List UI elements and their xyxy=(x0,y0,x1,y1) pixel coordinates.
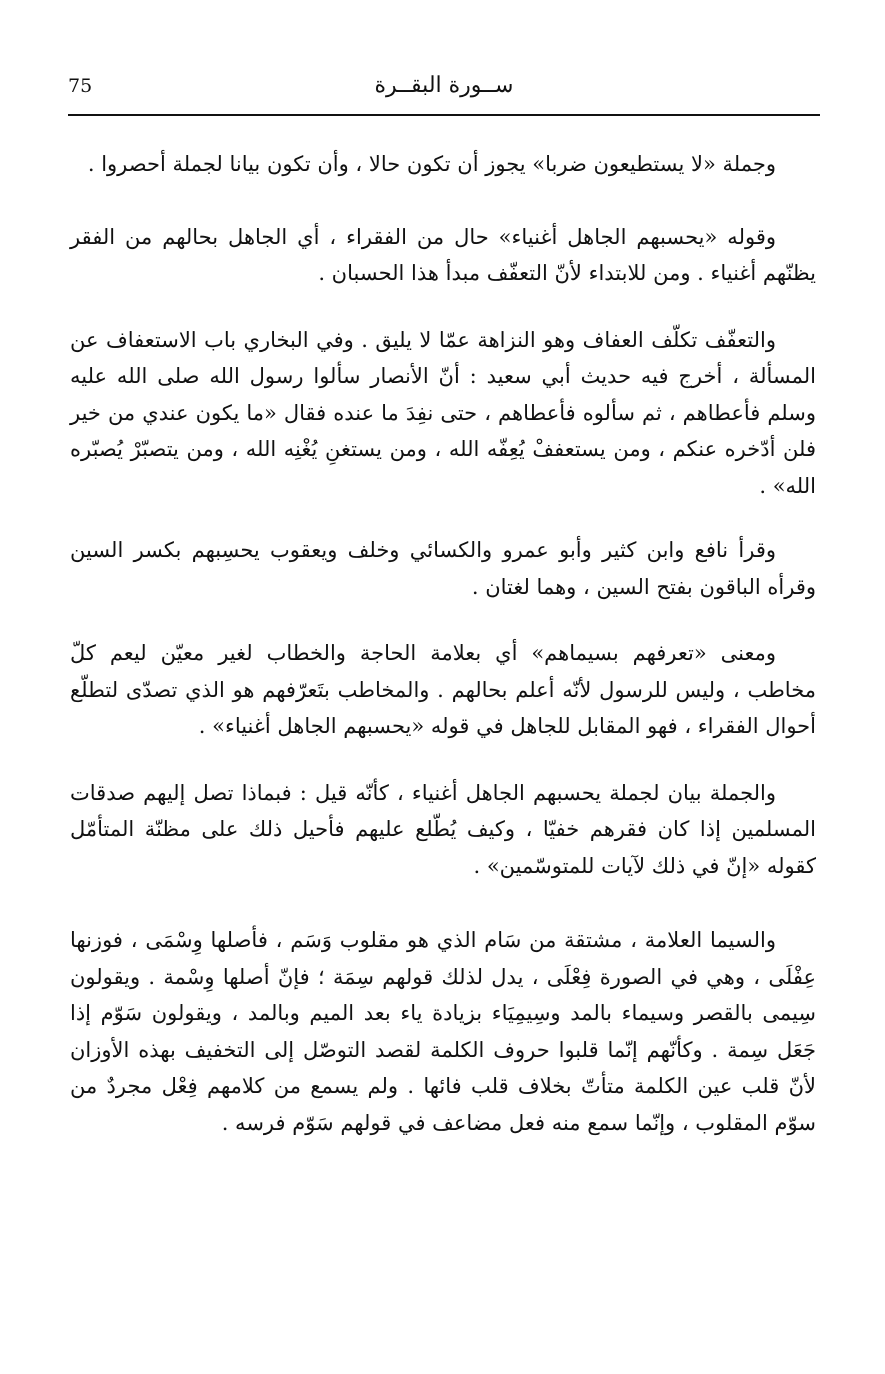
paragraph: ومعنى «تعرفهم بسيماهم» أي بعلامة الحاجة والخطاب لغير معيّن ليعم كلّ مخاطب ، وليس للرسول لأنّه أعلم بحالهم . والمخاطب بتَعرّفهم هو الذي تصدّى لتطلّع أحوال الفقراء ، فهو المقابل للجاهل في قوله «يحسبهم الجاهل أغنياء» . xyxy=(70,641,816,738)
paragraph: والسيما العلامة ، مشتقة من سَام الذي هو مقلوب وَسَم ، فأصلها وِسْمَى ، فوزنها عِفْلَى ، وهي في الصورة فِعْلَى ، يدل لذلك قولهم سِمَة ؛ فإنّ أصلها وِسْمة . ويقولون سِيمى بالقصر وسيماء بالمد وسِيمِيَاء بزيادة ياء بعد الميم وبالمد ، ويقولون سَوّم إذا جَعَل سِمة . وكأنّهم إنّما قلبوا حروف الكلمة لقصد التوصّل إلى التخفيف بهذه الأوزان لأنّ قلب عين الكلمة متأتّ بخلاف قلب فائها . ولم يسمع من كلامهم فِعْل مجردٌ من سوّم المقلوب ، وإنّما سمع منه فعل مضاعف في قولهم سَوّم فرسه . xyxy=(70,928,816,1135)
paragraph: وجملة «لا يستطيعون ضربا» يجوز أن تكون حالا ، وأن تكون بيانا لجملة أحصروا . xyxy=(87,152,776,176)
surah-title: ســورة البقــرة xyxy=(374,73,514,98)
paragraph: والجملة بيان لجملة يحسبهم الجاهل أغنياء ، كأنّه قيل : فبماذا تصل إليهم صدقات المسلمين إذا كان فقرهم خفيّا ، وكيف يُطّلع عليهم فأحيل ذلك على مظنّة المتأمّل كقوله «إنّ في ذلك لآيات للمتوسّمين» . xyxy=(70,780,816,878)
paragraph: وقرأ نافع وابن كثير وأبو عمرو والكسائي وخلف ويعقوب يحسِبهم بكسر السين وقرأه الباقون بفتح السين ، وهما لغتان . xyxy=(70,538,816,599)
paragraph: والتعفّف تكلّف العفاف وهو النزاهة عمّا لا يليق . وفي البخاري باب الاستعفاف عن المسألة ، أخرج فيه حديث أبي سعيد : أنّ الأنصار سألوا رسول الله صلى الله عليه وسلم فأعطاهم ، ثم سألوه فأعطاهم ، حتى نفِدَ ما عنده فقال «ما يكون عندي من خير فلن أدّخره عنكم ، ومن يستعففْ يُعِفّه الله ، ومن يستغنِ يُغْنِه الله ، ومن يتصبّرْ يُصبّره الله» . xyxy=(70,327,816,498)
page-number: 75 xyxy=(68,75,93,97)
running-header xyxy=(68,70,820,110)
body-text xyxy=(70,146,816,1167)
header-divider xyxy=(68,114,820,116)
paragraph: وقوله «يحسبهم الجاهل أغنياء» حال من الفقراء ، أي الجاهل بحالهم من الفقر يظنّهم أغنياء . ومن للابتداء لأنّ التعفّف مبدأ هذا الحسبان . xyxy=(70,224,816,285)
